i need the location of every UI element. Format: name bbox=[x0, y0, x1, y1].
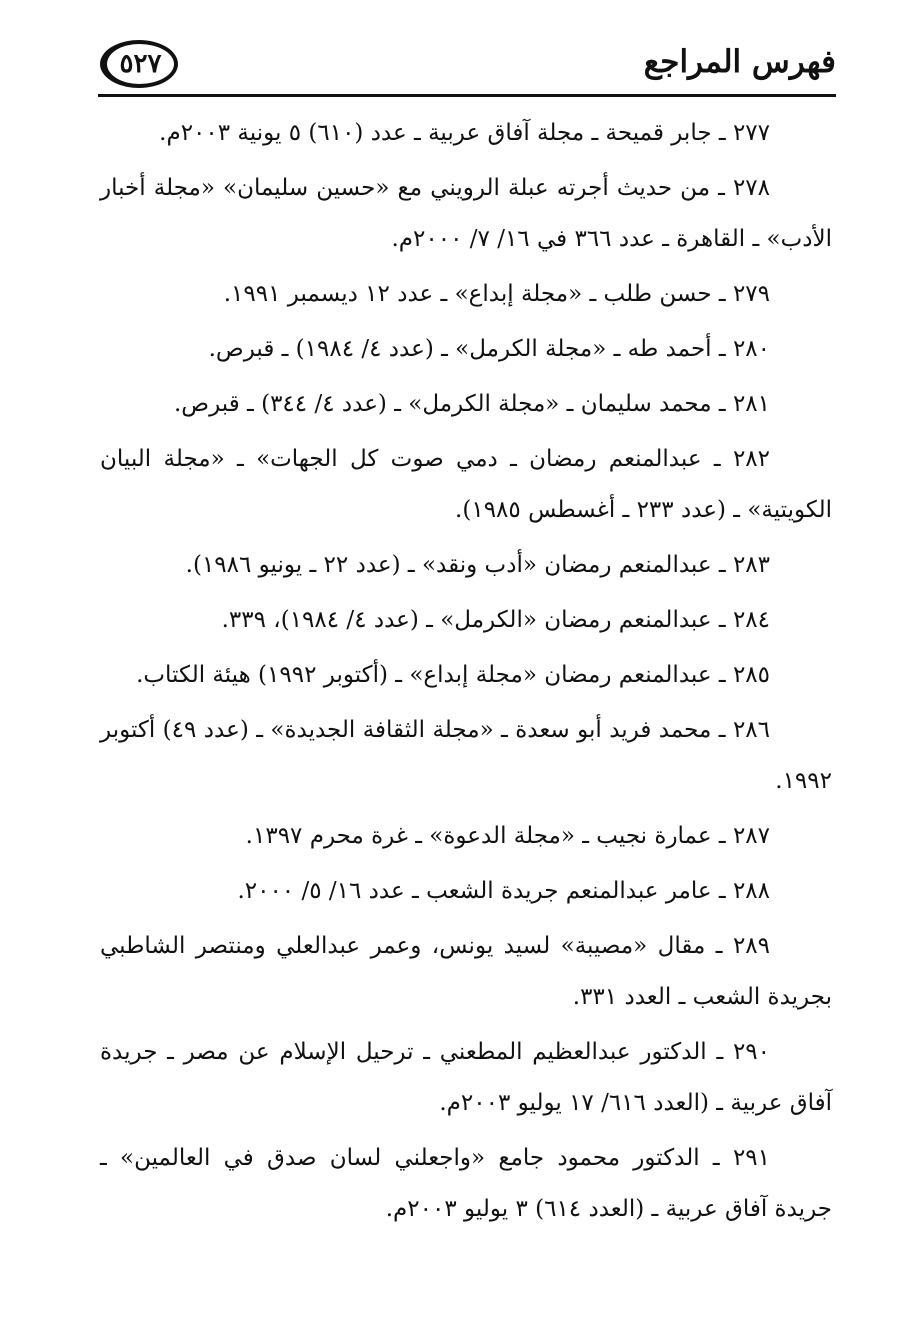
references-list bbox=[100, 108, 832, 1239]
reference-entry-283: ٢٨٣ ـ عبدالمنعم رمضان «أدب ونقد» ـ (عدد ٢٢ ـ يونيو ١٩٨٦). bbox=[185, 552, 770, 578]
reference-entry-282: ٢٨٢ ـ عبدالمنعم رمضان ـ دمي صوت كل الجهات» ـ «مجلة البيان الكويتية» ـ (عدد ٢٣٣ ـ أغسطس ١٩٨٥). bbox=[100, 446, 832, 523]
reference-entry-279: ٢٧٩ ـ حسن طلب ـ «مجلة إبداع» ـ عدد ١٢ ديسمبر ١٩٩١. bbox=[223, 281, 770, 307]
reference-entry-290: ٢٩٠ ـ الدكتور عبدالعظيم المطعني ـ ترحيل الإسلام عن مصر ـ جريدة آفاق عربية ـ (العدد ٦١٦/ ١٧ يوليو ٢٠٠٣م. bbox=[100, 1039, 832, 1116]
header-rule bbox=[98, 94, 836, 97]
page-number-badge: ٥٢٧ bbox=[100, 40, 178, 88]
reference-entry-278: ٢٧٨ ـ من حديث أجرته عبلة الرويني مع «حسين سليمان» «مجلة أخبار الأدب» ـ القاهرة ـ عدد ٣٦٦ في ١٦/ ٧/ ٢٠٠٠م. bbox=[100, 175, 832, 252]
running-title: فهرس المراجع bbox=[643, 44, 836, 80]
reference-entry-281: ٢٨١ ـ محمد سليمان ـ «مجلة الكرمل» ـ (عدد ٤/ ٣٤٤) ـ قبرص. bbox=[174, 391, 770, 417]
page-header bbox=[98, 38, 836, 98]
reference-entry-291: ٢٩١ ـ الدكتور محمود جامع «واجعلني لسان صدق في العالمين» ـ جريدة آفاق عربية ـ (العدد ٦١٤) ٣ يوليو ٢٠٠٣م. bbox=[100, 1145, 832, 1222]
reference-entry-277: ٢٧٧ ـ جابر قميحة ـ مجلة آفاق عربية ـ عدد (٦١٠) ٥ يونية ٢٠٠٣م. bbox=[159, 120, 770, 146]
reference-entry-286: ٢٨٦ ـ محمد فريد أبو سعدة ـ «مجلة الثقافة الجديدة» ـ (عدد ٤٩) أكتوبر ١٩٩٢. bbox=[100, 717, 832, 794]
reference-entry-289: ٢٨٩ ـ مقال «مصيبة» لسيد يونس، وعمر عبدالعلي ومنتصر الشاطبي بجريدة الشعب ـ العدد ٣٣١. bbox=[100, 933, 832, 1010]
reference-entry-288: ٢٨٨ ـ عامر عبدالمنعم جريدة الشعب ـ عدد ١٦/ ٥/ ٢٠٠٠. bbox=[237, 878, 770, 904]
reference-entry-285: ٢٨٥ ـ عبدالمنعم رمضان «مجلة إبداع» ـ (أكتوبر ١٩٩٢) هيئة الكتاب. bbox=[136, 662, 770, 688]
reference-entry-287: ٢٨٧ ـ عمارة نجيب ـ «مجلة الدعوة» ـ غرة محرم ١٣٩٧. bbox=[245, 823, 770, 849]
reference-entry-280: ٢٨٠ ـ أحمد طه ـ «مجلة الكرمل» ـ (عدد ٤/ ١٩٨٤) ـ قبرص. bbox=[208, 336, 770, 362]
reference-entry-284: ٢٨٤ ـ عبدالمنعم رمضان «الكرمل» ـ (عدد ٤/ ١٩٨٤)، ٣٣٩. bbox=[221, 607, 770, 633]
